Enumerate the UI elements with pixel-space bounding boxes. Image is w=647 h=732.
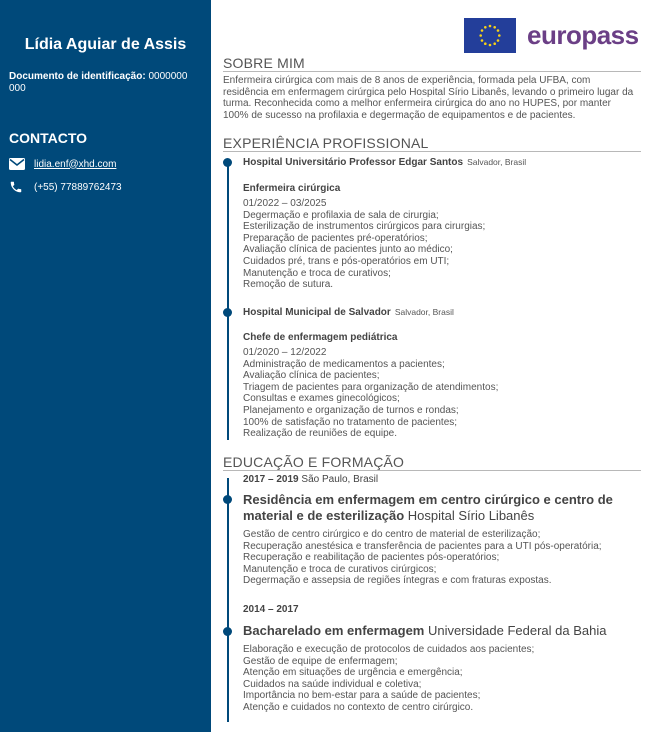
job-duty: Avaliação clínica de pacientes junto ao médico; (243, 244, 453, 256)
experience-divider (223, 151, 641, 152)
education-detail: Gestão de equipe de enfermagem; (243, 655, 398, 667)
education-detail: Cuidados na saúde individual e coletiva; (243, 678, 422, 690)
job-location: Salvador, Brasil (394, 307, 454, 317)
timeline-dot (223, 495, 232, 504)
job-dates: 01/2022 – 03/2025 (243, 198, 327, 209)
education-location: São Paulo, Brasil (301, 474, 379, 485)
education-institution: Hospital Sírio Libanês (407, 507, 535, 523)
timeline-dot (223, 308, 232, 317)
education-detail: Atenção e cuidados no contexto de centro cirúrgico. (243, 701, 474, 713)
education-timeline (227, 478, 229, 722)
education-dates: 2017 – 2019 São Paulo, Brasil (243, 474, 379, 485)
education-detail: Recuperação e reabilitação de pacientes pós-operatórios; (243, 552, 500, 564)
person-name: Lídia Aguiar de Assis (24, 36, 187, 53)
job-duty: Consultas e exames ginecológicos; (243, 393, 400, 405)
job-duty: Administração de medicamentos a pacientes; (243, 358, 445, 370)
phone-number: (+55) 77889762473 (34, 181, 122, 193)
job-details (243, 347, 638, 440)
job-duty: Planejamento e organização de turnos e rondas; (243, 404, 459, 416)
contact-title: CONTACTO (9, 130, 88, 146)
job-employer: Hospital Universitário Professor Edgar Santos Salvador, Brasil (243, 157, 527, 168)
phone-icon (9, 180, 25, 194)
timeline-dot (223, 627, 232, 636)
education-institution: Universidade Federal da Bahia (427, 623, 607, 638)
job-duty: Preparação de pacientes pré-operatórios; (243, 232, 428, 244)
education-detail: Manutenção e troca de curativos cirúrgicos; (243, 563, 437, 575)
sidebar (0, 0, 211, 732)
job-duty: Cuidados pré, trans e pós-operatórios em UTI; (243, 255, 450, 267)
eu-flag-icon (464, 18, 516, 53)
job-employer: Hospital Municipal de Salvador Salvador, Brasil (243, 307, 454, 318)
email-link[interactable]: lidia.enf@xhd.com (34, 158, 117, 170)
education-dates: 2014 – 2017 (243, 604, 299, 615)
europass-logo (464, 18, 642, 54)
job-duty: Esterilização de instrumentos cirúrgicos para cirurgias; (243, 221, 486, 233)
job-details (243, 198, 638, 291)
europass-wordmark: europass (527, 20, 639, 50)
education-details (243, 644, 638, 714)
job-duty: Degermação e profilaxia de sala de cirurgia; (243, 209, 439, 221)
education-detail: Degermação e assepsia de regiões íntegras e com fraturas expostas. (243, 575, 552, 587)
job-role: Enfermeira cirúrgica (243, 183, 341, 194)
job-duty: Triagem de pacientes para organização de atendimentos; (243, 381, 499, 393)
job-dates: 01/2020 – 12/2022 (243, 347, 327, 358)
id-label: Documento de identificação: (9, 71, 146, 82)
job-duty: 100% de satisfação no tratamento de pacientes; (243, 416, 458, 428)
timeline-dot (223, 158, 232, 167)
email-icon (9, 157, 25, 171)
job-duty: Manutenção e troca de curativos; (243, 267, 391, 279)
contact-phone (9, 179, 122, 195)
about-text: Enfermeira cirúrgica com mais de 8 anos de experiência, formada pela UFBA, com residência em enfermagem cirúrgica pelo Hospital Sírio Libanês, levando o primeiro lugar da turma. Reconhecida como a melhor enfermeira cirúrgica do ano no HUPES, por manter 100% de sucesso na profilaxia e degermação de equipamentos e de pacientes. (223, 75, 634, 121)
education-detail: Atenção em situações de urgência e emergência; (243, 667, 463, 679)
experience-title: EXPERIÊNCIA PROFISSIONAL (223, 135, 429, 151)
education-detail: Recuperação anestésica e transferência de pacientes para a UTI pós-operatória; (243, 540, 602, 552)
education-detail: Elaboração e execução de protocolos de cuidados aos pacientes; (243, 644, 535, 655)
contact-email[interactable] (9, 156, 116, 172)
education-title: EDUCAÇÃO E FORMAÇÃO (223, 454, 405, 470)
experience-timeline (227, 160, 229, 440)
about-title: SOBRE MIM (223, 55, 305, 71)
job-duty: Realização de reuniões de equipe. (243, 428, 397, 440)
education-degree: Residência em enfermagem em centro cirúrgico e centro de material e de esterilização Hospital Sírio Libanês (243, 492, 613, 523)
job-duty: Remoção de sutura. (243, 279, 334, 291)
education-detail: Gestão de centro cirúrgico e do centro de material de esterilização; (243, 529, 541, 540)
education-degree: Bacharelado em enfermagem Universidade Federal da Bahia (243, 623, 607, 638)
job-duty: Avaliação clínica de pacientes; (243, 370, 380, 382)
job-role: Chefe de enfermagem pediátrica (243, 332, 398, 343)
education-details (243, 529, 638, 587)
id-value: 0000000 000 (9, 71, 188, 94)
education-detail: Importância no bem-estar para a saúde de pacientes; (243, 690, 481, 702)
about-divider (223, 71, 641, 72)
id-document (9, 71, 204, 95)
education-divider (223, 470, 641, 471)
job-location: Salvador, Brasil (467, 157, 527, 167)
